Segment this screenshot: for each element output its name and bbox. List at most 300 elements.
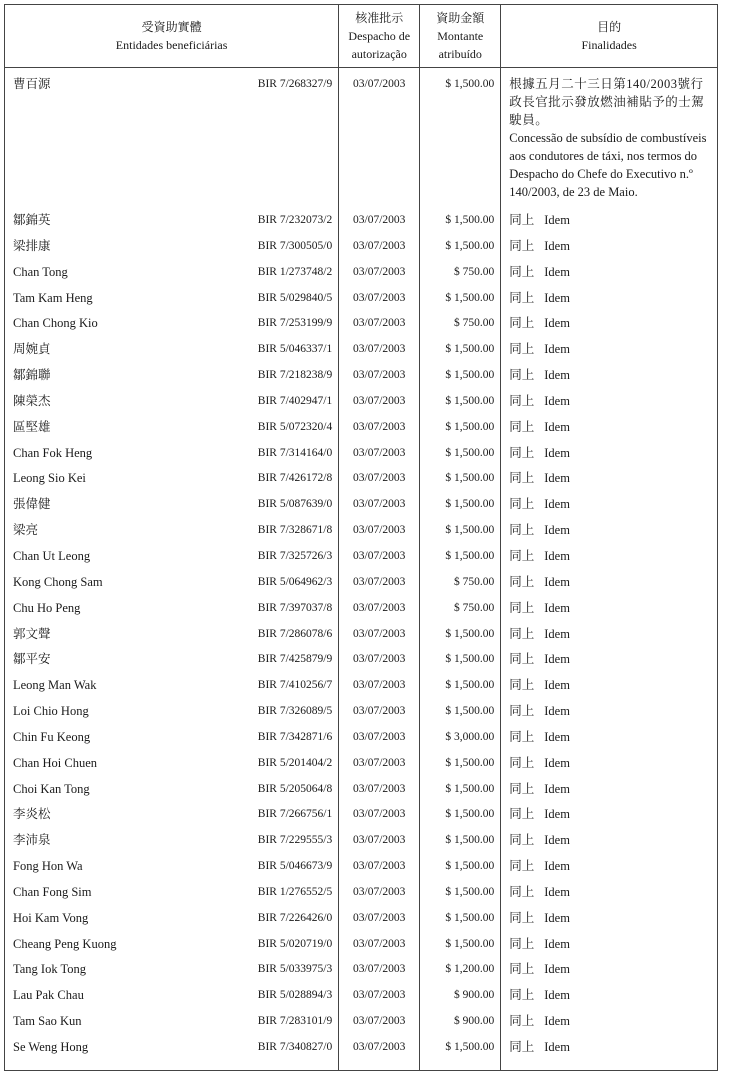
idem-zh: 同上 [509,523,535,538]
entity-name: 梁排康 [13,238,51,253]
idem-pt: Idem [544,910,570,925]
purpose-cell [501,1038,718,1070]
entity-id: BIR 5/064962/3 [257,575,333,588]
idem-zh: 同上 [509,678,535,693]
idem-pt: Idem [544,652,570,667]
amount: $ 750.00 [420,573,501,599]
entity-cell [5,1038,339,1070]
amount: $ 750.00 [420,263,501,289]
purpose-cell [501,883,718,909]
table-row [5,469,718,495]
purpose-cell [501,676,718,702]
amount: $ 1,500.00 [420,366,501,392]
idem-pt: Idem [544,419,570,434]
dispatch-date: 03/07/2003 [339,314,420,340]
entity-id: BIR 5/046337/1 [257,343,333,356]
dispatch-date: 03/07/2003 [339,211,420,237]
entity-cell [5,263,339,289]
idem-pt: Idem [544,781,570,796]
table-body [5,68,718,1071]
purpose-cell [501,754,718,780]
dispatch-date: 03/07/2003 [339,831,420,857]
entity-id: BIR 7/342871/6 [257,730,333,743]
dispatch-date: 03/07/2003 [339,909,420,935]
purpose-cell [501,702,718,728]
entity-id: BIR 5/046673/9 [257,860,333,873]
amount: $ 1,500.00 [420,211,501,237]
table-row [5,883,718,909]
idem-pt: Idem [544,626,570,641]
dispatch-date: 03/07/2003 [339,960,420,986]
table-row [5,676,718,702]
purpose-cell [501,392,718,418]
idem-pt: Idem [544,213,570,227]
purpose-cell [501,211,718,237]
entity-cell [5,780,339,806]
entity-name: Tang Iok Tong [13,962,87,977]
entity-id: BIR 7/268327/9 [257,78,333,90]
header-dispatch: 核准批示 Despacho de autorização [339,5,420,68]
entity-cell [5,495,339,521]
purpose-cell [501,366,718,392]
entity-cell [5,418,339,444]
entity-cell [5,625,339,651]
entity-id: BIR 7/229555/3 [257,834,333,847]
dispatch-date: 03/07/2003 [339,702,420,728]
idem-zh: 同上 [509,600,535,615]
entity-cell [5,754,339,780]
entity-name: 郭文聲 [13,626,51,641]
idem-pt: Idem [544,264,570,279]
amount: $ 900.00 [420,1012,501,1038]
amount: $ 1,500.00 [420,831,501,857]
table-row [5,392,718,418]
entity-name: 鄒錦英 [13,213,51,227]
entity-cell [5,909,339,935]
entity-cell [5,986,339,1012]
entity-name: Chu Ho Peng [13,600,81,615]
purpose-cell [501,1012,718,1038]
entity-cell [5,469,339,495]
entity-cell [5,392,339,418]
idem-zh: 同上 [509,807,535,822]
dispatch-date: 03/07/2003 [339,728,420,754]
entity-name: Chan Fok Heng [13,445,93,460]
purpose-cell [501,599,718,625]
table-row [5,314,718,340]
entity-id: BIR 7/328671/8 [257,524,333,537]
entity-cell [5,289,339,315]
idem-pt: Idem [544,342,570,357]
purpose-cell [501,237,718,263]
entity-id: BIR 7/340827/0 [257,1041,333,1053]
idem-zh: 同上 [509,833,535,848]
amount: $ 3,000.00 [420,728,501,754]
table-header [5,5,718,68]
entity-id: BIR 5/205064/8 [257,782,333,795]
idem-pt: Idem [544,393,570,408]
dispatch-date: 03/07/2003 [339,521,420,547]
table-row [5,805,718,831]
entity-cell [5,68,339,212]
idem-zh: 同上 [509,342,535,357]
table-row [5,650,718,676]
idem-zh: 同上 [509,1014,535,1029]
table-row [5,237,718,263]
entity-name: 曹百源 [13,77,51,91]
entity-name: 周婉貞 [13,342,51,357]
dispatch-date: 03/07/2003 [339,935,420,961]
table-row [5,935,718,961]
amount: $ 1,500.00 [420,883,501,909]
amount: $ 1,500.00 [420,754,501,780]
amount: $ 1,500.00 [420,547,501,573]
entity-name: Chan Ut Leong [13,548,91,563]
header-purpose: 目的 Finalidades [501,5,718,68]
idem-zh: 同上 [509,290,535,305]
entity-cell [5,857,339,883]
purpose-pt: Concessão de subsídio de combustíveis aos condutores de táxi, nos termos do Despacho do Chefe do Executivo n.º 140/2003, de 23 de Maio. [509,131,707,199]
entity-name: 區堅雄 [13,419,51,434]
entity-cell [5,211,339,237]
table-row [5,444,718,470]
entity-name: Lau Pak Chau [13,988,84,1003]
purpose-cell [501,314,718,340]
dispatch-date: 03/07/2003 [339,237,420,263]
idem-zh: 同上 [509,652,535,667]
entity-id: BIR 5/033975/3 [257,963,333,976]
amount: $ 1,500.00 [420,495,501,521]
entity-id: BIR 1/276552/5 [257,885,333,898]
entity-name: 陳榮杰 [13,393,51,408]
table-row [5,1038,718,1070]
dispatch-date: 03/07/2003 [339,495,420,521]
entity-name: Hoi Kam Vong [13,910,89,925]
entity-name: Fong Hon Wa [13,859,83,874]
idem-pt: Idem [544,833,570,848]
amount: $ 1,500.00 [420,909,501,935]
purpose-cell [501,960,718,986]
entity-name: 李沛泉 [13,833,51,848]
amount: $ 1,500.00 [420,469,501,495]
entity-id: BIR 7/314164/0 [257,446,333,459]
entity-name: Leong Man Wak [13,678,97,693]
entity-name: Tam Sao Kun [13,1014,82,1029]
purpose-cell [501,625,718,651]
entity-name: 梁亮 [13,523,39,538]
table-row [5,625,718,651]
purpose-cell [501,780,718,806]
purpose-cell [501,547,718,573]
entity-cell [5,805,339,831]
purpose-cell [501,444,718,470]
table-row [5,831,718,857]
entity-name: Chan Hoi Chuen [13,755,98,770]
entity-cell [5,237,339,263]
idem-zh: 同上 [509,393,535,408]
table-row [5,780,718,806]
amount: $ 1,500.00 [420,702,501,728]
idem-zh: 同上 [509,859,535,874]
purpose-cell [501,573,718,599]
amount: $ 1,500.00 [420,418,501,444]
idem-pt: Idem [544,729,570,744]
entity-id: BIR 5/087639/0 [257,498,333,511]
purpose-cell [501,857,718,883]
dispatch-date: 03/07/2003 [339,444,420,470]
amount: $ 1,500.00 [420,392,501,418]
idem-zh: 同上 [509,238,535,253]
purpose-cell [501,909,718,935]
table-row [5,960,718,986]
dispatch-date: 03/07/2003 [339,676,420,702]
entity-cell [5,1012,339,1038]
amount: $ 1,500.00 [420,521,501,547]
idem-pt: Idem [544,859,570,874]
idem-pt: Idem [544,936,570,951]
purpose-cell [501,831,718,857]
idem-pt: Idem [544,497,570,512]
idem-zh: 同上 [509,884,535,899]
entity-cell [5,366,339,392]
entity-id: BIR 1/273748/2 [257,265,333,278]
entity-cell [5,599,339,625]
amount: $ 1,500.00 [420,68,501,212]
idem-zh: 同上 [509,910,535,925]
amount: $ 1,500.00 [420,857,501,883]
entity-id: BIR 7/402947/1 [257,394,333,407]
idem-pt: Idem [544,988,570,1003]
entity-cell [5,547,339,573]
idem-pt: Idem [544,807,570,822]
entity-name: Chan Fong Sim [13,884,92,899]
header-entities: 受資助實體 Entidades beneficiárias [5,5,339,68]
entity-id: BIR 7/218238/9 [257,369,333,382]
table-row [5,340,718,366]
idem-zh: 同上 [509,626,535,641]
amount: $ 900.00 [420,986,501,1012]
purpose-cell [501,728,718,754]
idem-zh: 同上 [509,471,535,486]
dispatch-date: 03/07/2003 [339,418,420,444]
entity-id: BIR 7/425879/9 [257,653,333,666]
idem-pt: Idem [544,600,570,615]
idem-zh: 同上 [509,729,535,744]
entity-id: BIR 5/020719/0 [257,937,333,950]
table-row [5,547,718,573]
table-row [5,573,718,599]
dispatch-date: 03/07/2003 [339,986,420,1012]
entity-cell [5,340,339,366]
amount: $ 1,500.00 [420,805,501,831]
entity-id: BIR 7/253199/9 [257,317,333,330]
entity-id: BIR 5/028894/3 [257,989,333,1002]
amount: $ 1,200.00 [420,960,501,986]
idem-pt: Idem [544,548,570,563]
dispatch-date: 03/07/2003 [339,599,420,625]
idem-zh: 同上 [509,497,535,512]
table-row [5,289,718,315]
idem-pt: Idem [544,316,570,331]
purpose-cell [501,495,718,521]
table-row [5,495,718,521]
entity-id: BIR 7/325726/3 [257,549,333,562]
entity-cell [5,935,339,961]
purpose-cell [501,935,718,961]
dispatch-date: 03/07/2003 [339,1038,420,1070]
purpose-cell [501,469,718,495]
table-row [5,857,718,883]
dispatch-date: 03/07/2003 [339,289,420,315]
idem-pt: Idem [544,290,570,305]
purpose-cell [501,650,718,676]
entity-name: Loi Chio Hong [13,704,89,719]
entity-cell [5,573,339,599]
idem-zh: 同上 [509,781,535,796]
entity-name: Cheang Peng Kuong [13,936,117,951]
idem-pt: Idem [544,523,570,538]
entity-cell [5,444,339,470]
idem-pt: Idem [544,1040,570,1054]
idem-pt: Idem [544,368,570,383]
idem-pt: Idem [544,678,570,693]
dispatch-date: 03/07/2003 [339,469,420,495]
entity-cell [5,728,339,754]
dispatch-date: 03/07/2003 [339,68,420,212]
amount: $ 1,500.00 [420,444,501,470]
idem-pt: Idem [544,471,570,486]
idem-pt: Idem [544,962,570,977]
idem-pt: Idem [544,1014,570,1029]
table-row [5,702,718,728]
entity-name: Tam Kam Heng [13,290,93,305]
idem-pt: Idem [544,755,570,770]
entity-id: BIR 7/426172/8 [257,472,333,485]
table-row [5,521,718,547]
table-row [5,211,718,237]
entity-id: BIR 7/232073/2 [257,214,333,226]
amount: $ 1,500.00 [420,340,501,366]
amount: $ 1,500.00 [420,935,501,961]
purpose-cell [501,340,718,366]
amount: $ 1,500.00 [420,780,501,806]
idem-pt: Idem [544,574,570,589]
table-row [5,599,718,625]
entity-name: 李炎松 [13,807,51,822]
amount: $ 1,500.00 [420,289,501,315]
entity-cell [5,883,339,909]
idem-zh: 同上 [509,988,535,1003]
purpose-cell [501,418,718,444]
dispatch-date: 03/07/2003 [339,780,420,806]
entity-id: BIR 5/029840/5 [257,291,333,304]
entity-name: Chin Fu Keong [13,729,91,744]
table-row [5,728,718,754]
idem-zh: 同上 [509,213,535,227]
dispatch-date: 03/07/2003 [339,263,420,289]
idem-zh: 同上 [509,574,535,589]
entity-id: BIR 7/286078/6 [257,627,333,640]
idem-zh: 同上 [509,755,535,770]
purpose-cell [501,263,718,289]
dispatch-date: 03/07/2003 [339,366,420,392]
table-row [5,263,718,289]
amount: $ 1,500.00 [420,650,501,676]
dispatch-date: 03/07/2003 [339,754,420,780]
entity-name: Chan Chong Kio [13,316,98,331]
purpose-cell [501,986,718,1012]
entity-name: Se Weng Hong [13,1040,89,1054]
dispatch-date: 03/07/2003 [339,1012,420,1038]
entity-id: BIR 7/300505/0 [257,239,333,252]
table-row [5,1012,718,1038]
entity-id: BIR 7/397037/8 [257,601,333,614]
dispatch-date: 03/07/2003 [339,573,420,599]
entity-id: BIR 7/266756/1 [257,808,333,821]
purpose-cell [501,289,718,315]
dispatch-date: 03/07/2003 [339,650,420,676]
entity-name: Choi Kan Tong [13,781,90,796]
dispatch-date: 03/07/2003 [339,883,420,909]
entity-cell [5,960,339,986]
amount: $ 1,500.00 [420,625,501,651]
purpose-zh: 根據五月二十三日第140/2003號行政長官批示發放燃油補貼予的士駕駛員。 [509,77,705,127]
amount: $ 1,500.00 [420,1038,501,1070]
header-amount: 資助金額 Montante atribuído [420,5,501,68]
table-row [5,68,718,212]
purpose-cell [501,521,718,547]
entity-id: BIR 7/410256/7 [257,679,333,692]
entity-cell [5,314,339,340]
dispatch-date: 03/07/2003 [339,805,420,831]
entity-cell [5,702,339,728]
idem-pt: Idem [544,884,570,899]
dispatch-date: 03/07/2003 [339,857,420,883]
entity-name: Chan Tong [13,264,68,279]
purpose-cell [501,805,718,831]
idem-zh: 同上 [509,962,535,977]
entity-id: BIR 7/326089/5 [257,705,333,718]
idem-zh: 同上 [509,445,535,460]
beneficiaries-table [4,4,718,1071]
entity-id: BIR 7/226426/0 [257,911,333,924]
entity-id: BIR 5/201404/2 [257,756,333,769]
idem-zh: 同上 [509,936,535,951]
entity-name: Kong Chong Sam [13,574,103,589]
amount: $ 1,500.00 [420,676,501,702]
table-row [5,366,718,392]
table-row [5,418,718,444]
idem-zh: 同上 [509,368,535,383]
entity-cell [5,676,339,702]
entity-name: Leong Sio Kei [13,471,86,486]
amount: $ 750.00 [420,599,501,625]
entity-cell [5,831,339,857]
idem-zh: 同上 [509,264,535,279]
table-row [5,986,718,1012]
table-row [5,754,718,780]
entity-cell [5,650,339,676]
table-row [5,909,718,935]
dispatch-date: 03/07/2003 [339,340,420,366]
idem-zh: 同上 [509,316,535,331]
idem-zh: 同上 [509,704,535,719]
idem-zh: 同上 [509,548,535,563]
entity-name: 鄒錦聯 [13,368,51,383]
entity-id: BIR 5/072320/4 [257,420,333,433]
entity-name: 張偉健 [13,497,51,512]
entity-cell [5,521,339,547]
